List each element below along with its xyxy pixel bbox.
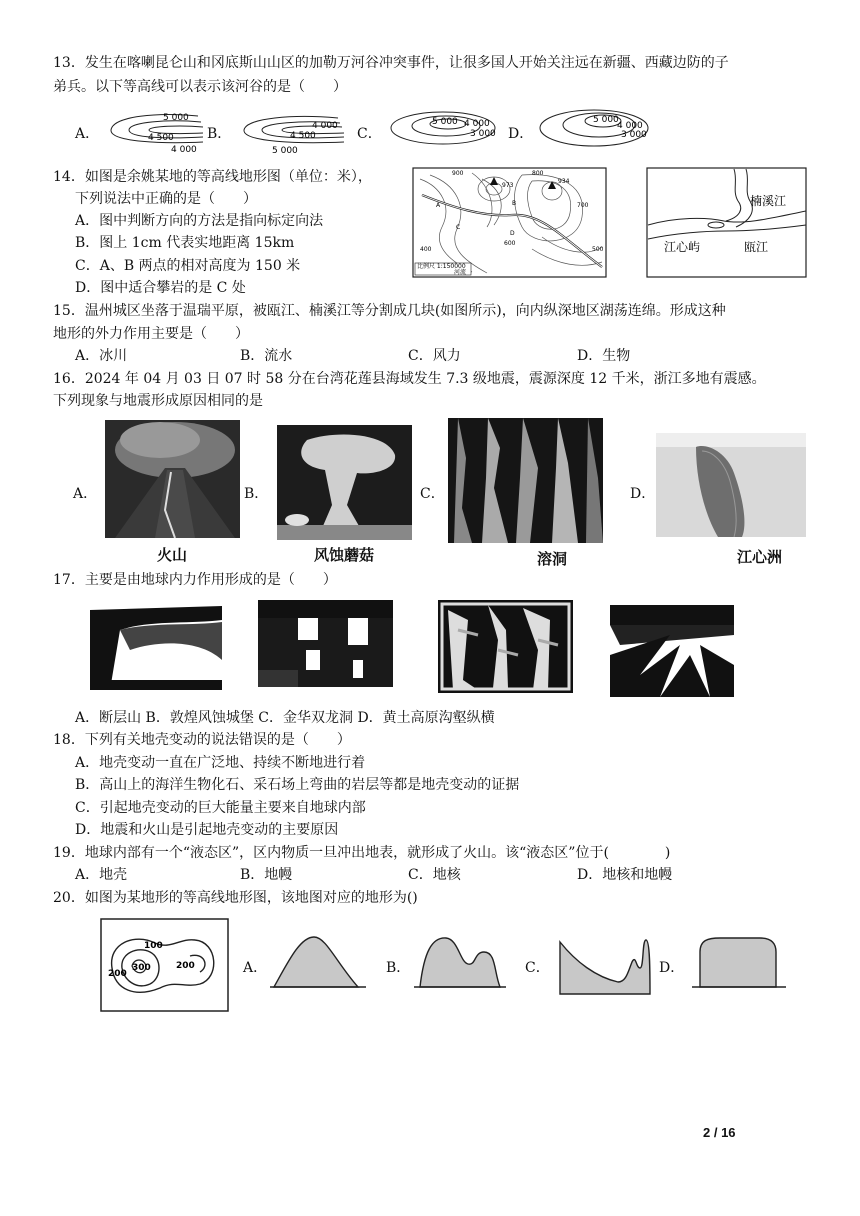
q14-map-river-legend: 河流 [454, 269, 467, 276]
q13-c-val3: 3 000 [470, 129, 496, 139]
map15-label-nanxi: 楠溪江 [750, 194, 787, 208]
q13-c-val2: 4 000 [464, 119, 490, 129]
q13-b-val1: 4 000 [312, 121, 338, 131]
q16-option-c-label: C． [420, 486, 445, 502]
q15-option-a: A．冰川 [75, 348, 128, 364]
svg-text:300: 300 [132, 963, 151, 973]
q16-caption-a: 火山 [157, 546, 188, 564]
svg-text:A: A [436, 202, 441, 209]
q18-option-b: B．高山上的海洋生物化石、采石场上弯曲的岩层等都是地壳变动的证据 [75, 777, 520, 793]
svg-text:D: D [510, 230, 515, 237]
q13-option-c-label: C． [357, 126, 382, 142]
fault-mountain-photo [90, 600, 222, 690]
q15-stem-line1: 15．温州城区坐落于温瑞平原，被瓯江、楠溪江等分割成几块(如图所示)，向内纵深地区湖荡连绵。形成这种 [53, 303, 726, 319]
q14-stem-line2: 下列说法中正确的是（ ） [75, 191, 257, 207]
q13-contour-a [103, 108, 208, 154]
q13-a-val3: 4 000 [171, 145, 197, 154]
q16-stem-line1: 16．2024 年 04 月 03 日 07 时 58 分在台湾花莲县海域发生 7.3 级地震，震源深度 12 千米，浙江多地有震感。 [53, 371, 766, 387]
q16-caption-d: 江心洲 [737, 548, 783, 566]
q20-option-a-label: A． [243, 960, 268, 976]
q16-stem-line2: 下列现象与地震形成原因相同的是 [53, 393, 263, 409]
svg-text:400: 400 [420, 246, 432, 253]
q15-stem-line2: 地形的外力作用主要是（ ） [53, 326, 249, 342]
map15-label-oujiang: 瓯江 [744, 240, 769, 254]
svg-text:900: 900 [452, 170, 464, 177]
karst-cave-photo [448, 418, 603, 543]
q19-option-a: A．地壳 [75, 867, 128, 883]
q16-option-d-label: D． [630, 486, 656, 502]
q13-a-val2: 4 500 [148, 133, 174, 143]
q20-option-b-label: B． [386, 960, 411, 976]
q16-option-b-label: B． [244, 486, 269, 502]
svg-text:C: C [456, 224, 461, 231]
q13-contour-c [388, 108, 498, 148]
q14-option-d: D．图中适合攀岩的是 C 处 [75, 280, 246, 296]
q18-option-d: D．地震和火山是引起地壳变动的主要原因 [75, 822, 339, 838]
q13-option-a-label: A． [75, 126, 100, 142]
q13-b-val2: 4 500 [290, 131, 316, 141]
q17-stem: 17．主要是由地球内力作用形成的是（ ） [53, 572, 337, 588]
wind-mushroom-photo [277, 425, 412, 540]
svg-text:200: 200 [176, 961, 195, 971]
q20-profile-b [410, 932, 510, 992]
q16-option-a-label: A． [73, 486, 98, 502]
dunhuang-castle-photo [258, 600, 393, 687]
q13-c-val1: 5 000 [432, 117, 458, 127]
map15-label-island: 江心屿 [664, 240, 701, 254]
q15-option-d: D．生物 [577, 348, 631, 364]
q16-caption-b: 风蚀蘑菇 [314, 546, 375, 564]
q18-option-a: A．地壳变动一直在广泛地、持续不断地进行着 [75, 755, 366, 771]
q13-contour-d [537, 106, 652, 150]
q14-map-scale: 比例尺 1:150000 [417, 263, 466, 270]
q13-stem-line1: 13．发生在喀喇昆仑山和冈底斯山山区的加勒万河谷冲突事件，让很多国人开始关注远在新疆、西藏边防的子 [53, 55, 729, 71]
q20-stem: 20．如图为某地形的等高线地形图，该地图对应的地形为() [53, 890, 418, 906]
q16-caption-c: 溶洞 [537, 550, 568, 568]
river-island-photo [656, 433, 806, 537]
q20-option-d-label: D． [659, 960, 685, 976]
svg-text:700: 700 [577, 202, 589, 209]
q14-contour-map [412, 167, 608, 279]
q13-b-val3: 5 000 [272, 146, 298, 154]
q19-stem: 19．地球内部有一个“液态区”，区内物质一旦冲出地表，就形成了火山。该“液态区”位于( ) [53, 845, 671, 861]
q20-profile-c [556, 932, 656, 996]
q20-contour-map [100, 918, 230, 1012]
q20-option-c-label: C． [525, 960, 550, 976]
q20-profile-d [690, 932, 790, 992]
svg-text:500: 500 [592, 246, 604, 253]
svg-text:100: 100 [144, 941, 163, 951]
q15-option-c: C．风力 [408, 348, 461, 364]
q15-river-map [646, 167, 808, 279]
q13-d-val3: 3 000 [621, 130, 647, 140]
q17-options: A．断层山 B．敦煌风蚀城堡 C．金华双龙洞 D．黄土高原沟壑纵横 [75, 710, 495, 726]
svg-text:800: 800 [532, 170, 544, 177]
loess-gully-photo [610, 605, 734, 697]
q18-option-c: C．引起地壳变动的巨大能量主要来自地球内部 [75, 800, 366, 816]
q19-option-c: C．地核 [408, 867, 461, 883]
q19-option-d: D．地核和地幔 [577, 867, 673, 883]
q13-option-b-label: B． [207, 126, 232, 142]
page-number: 2 / 16 [703, 1125, 736, 1140]
svg-text:973: 973 [502, 182, 514, 189]
q18-stem: 18．下列有关地壳变动的说法错误的是（ ） [53, 732, 351, 748]
q13-a-val1: 5 000 [163, 113, 189, 123]
q13-contour-b [238, 108, 348, 154]
q20-profile-a [268, 932, 368, 992]
q13-d-val1: 5 000 [593, 115, 619, 125]
q14-stem-line1: 14．如图是余姚某地的等高线地形图（单位：米）， [53, 169, 372, 185]
q14-option-c: C．A、B 两点的相对高度为 150 米 [75, 258, 301, 274]
svg-text:934: 934 [558, 178, 570, 185]
svg-text:600: 600 [504, 240, 516, 247]
q14-option-a: A．图中判断方向的方法是指向标定向法 [75, 213, 324, 229]
svg-text:200: 200 [108, 969, 127, 979]
q14-option-b: B．图上 1cm 代表实地距离 15km [75, 235, 295, 251]
volcano-photo [105, 420, 240, 538]
q19-option-b: B．地幔 [240, 867, 293, 883]
q13-d-val2: 4 000 [617, 121, 643, 131]
svg-text:B: B [512, 200, 517, 207]
q13-stem-line2: 弟兵。以下等高线可以表示该河谷的是（ ） [53, 79, 347, 95]
q13-option-d-label: D． [508, 126, 534, 142]
double-dragon-cave-photo [438, 600, 573, 693]
q15-option-b: B．流水 [240, 348, 293, 364]
